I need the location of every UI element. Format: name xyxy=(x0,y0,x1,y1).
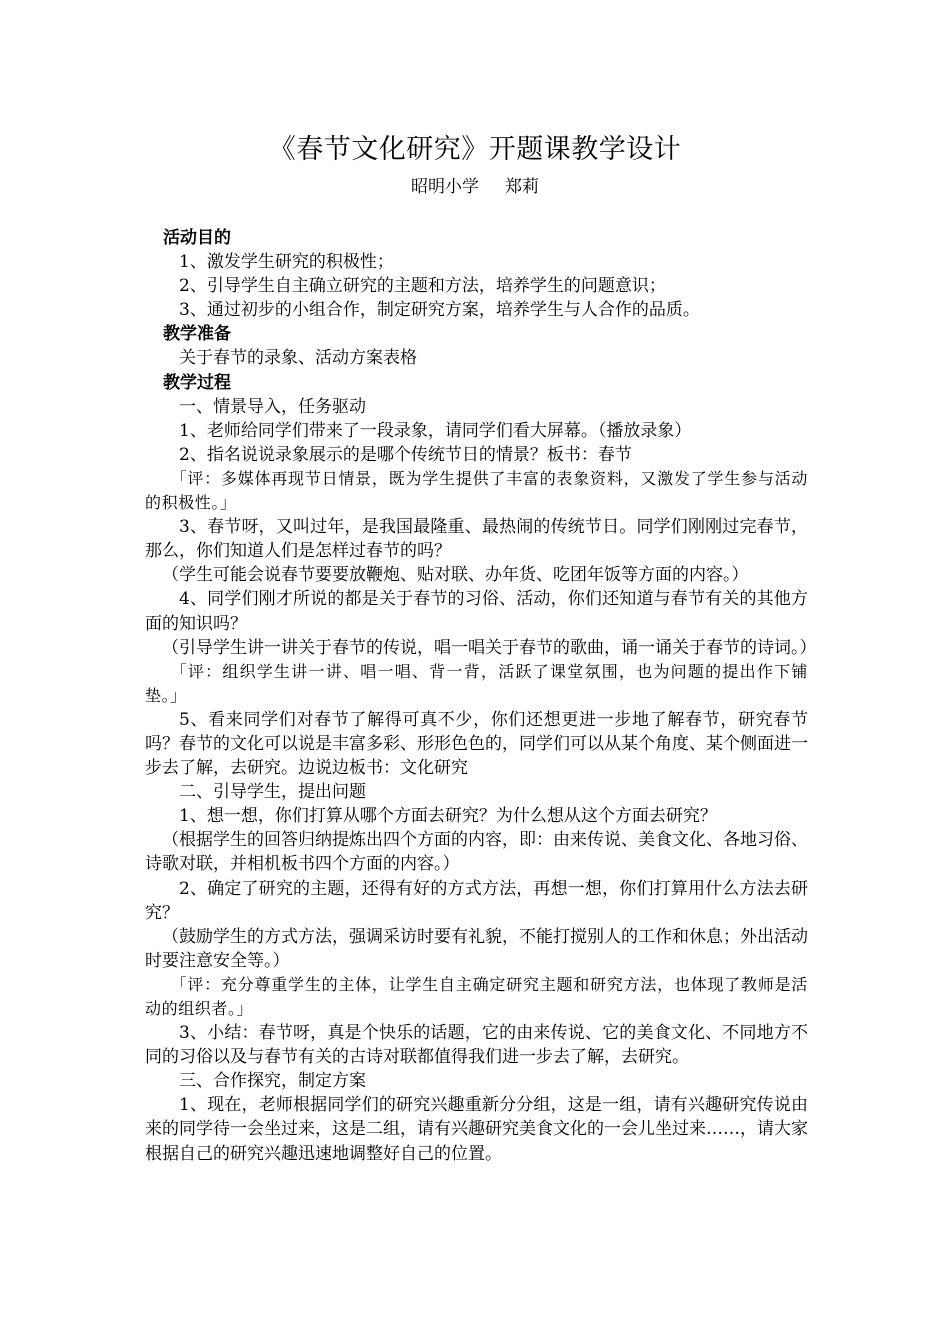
document-title: 《春节文化研究》开题课教学设计 xyxy=(268,134,682,165)
section-heading-process: 教学过程 xyxy=(163,372,231,393)
author-school: 昭明小学 xyxy=(411,177,479,197)
student-note: （引导学生讲一讲关于春节的传说，唱一唱关于春节的歌曲，诵一诵关于春节的诗词。） xyxy=(162,637,817,658)
student-note: （学生可能会说春节要要放鞭炮、贴对联、办年货、吃团年饭等方面的内容。） xyxy=(162,565,749,586)
goal-item-2: 2、引导学生自主确立研究的主题和方法，培养学生的问题意识； xyxy=(179,276,666,297)
section-heading-prep: 教学准备 xyxy=(163,324,231,345)
evaluation-note: 「评：组织学生讲一讲、唱一唱、背一背，活跃了课堂氛围，也为问题的提出作下铺垫。」 xyxy=(145,661,808,705)
paragraph: 4、同学们刚才所说的都是关于春节的习俗、活动，你们还知道与春节有关的其他方面的知识吗？ xyxy=(145,589,808,634)
prep-text: 关于春节的录象、活动方案表格 xyxy=(179,348,417,369)
paragraph: 2、确定了研究的主题，还得有好的方式方法，再想一想，你们打算用什么方法去研究？ xyxy=(145,878,808,923)
author-line xyxy=(0,176,950,198)
goal-item-1: 1、激发学生研究的积极性； xyxy=(179,252,394,273)
author-name: 郑莉 xyxy=(505,177,539,197)
section-heading-goal: 活动目的 xyxy=(163,228,231,248)
part-title-1: 一、情景导入，任务驱动 xyxy=(179,396,366,417)
student-note: （根据学生的回答归纳提炼出四个方面的内容，即：由来传说、美食文化、各地习俗、诗歌对联，并相机板书四个方面的内容。） xyxy=(145,830,808,875)
paragraph: 5、看来同学们对春节了解得可真不少，你们还想更进一步地了解春节，研究春节吗？春节的文化可以说是丰富多彩、形形色色的，同学们可以从某个角度、某个侧面进一步去了解，去研究。边说边板书：文化研究 xyxy=(145,709,808,779)
evaluation-note: 「评：多媒体再现节日情景，既为学生提供了丰富的表象资料，又激发了学生参与活动的积极性。」 xyxy=(145,468,808,513)
part-title-2: 二、引导学生，提出问题 xyxy=(179,782,366,803)
student-note: （鼓励学生的方式方法，强调采访时要有礼貌，不能打搅别人的工作和休息；外出活动时要注意安全等。） xyxy=(145,926,808,971)
paragraph: 1、现在，老师根据同学们的研究兴趣重新分分组，这是一组，请有兴趣研究传说由来的同学待一会坐过来，这是二组，请有兴趣研究美食文化的一会儿坐过来……，请大家根据自己的研究兴趣迅速地调整好自己的位置。 xyxy=(145,1095,808,1164)
paragraph: 3、小结：春节呀，真是个快乐的话题，它的由来传说、它的美食文化、不同地方不同的习俗以及与春节有关的古诗对联都值得我们进一步去了解，去研究。 xyxy=(145,1023,808,1068)
paragraph: 2、指名说说录象展示的是哪个传统节日的情景？板书：春节 xyxy=(179,444,632,465)
paragraph: 1、想一想，你们打算从哪个方面去研究？为什么想从这个方面去研究？ xyxy=(179,806,717,827)
paragraph: 3、春节呀，又叫过年，是我国最隆重、最热闹的传统节日。同学们刚刚过完春节，那么，你们知道人们是怎样过春节的吗？ xyxy=(145,517,808,562)
document-body xyxy=(145,226,817,1166)
paragraph: 1、老师给同学们带来了一段录象，请同学们看大屏幕。（播放录象） xyxy=(179,420,692,441)
evaluation-note: 「评：充分尊重学生的主体，让学生自主确定研究主题和研究方法，也体现了教师是活动的组织者。」 xyxy=(145,974,808,1018)
goal-item-3: 3、通过初步的小组合作，制定研究方案，培养学生与人合作的品质。 xyxy=(179,300,700,321)
part-title-3: 三、合作探究，制定方案 xyxy=(179,1071,366,1092)
